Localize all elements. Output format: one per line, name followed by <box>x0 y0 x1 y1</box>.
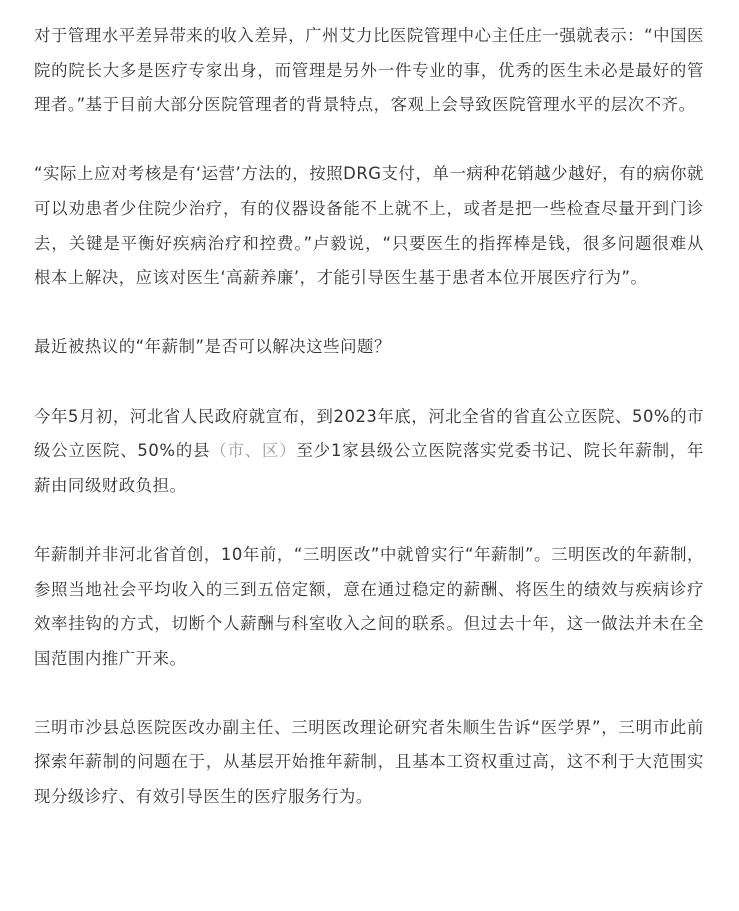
paragraph-spacer <box>34 676 704 711</box>
paragraph-management-gap: 对于管理水平差异带来的收入差异，广州艾力比医院管理中心主任庄一强就表示：“中国医院的院长大多是医疗专家出身，而管理是另外一件专业的事，优秀的医生未必是最好的管理者。”基于目前大部分医院管理者的背景特点，客观上会导致医院管理水平的层次不齐。 <box>34 26 704 115</box>
article-body <box>34 19 704 815</box>
paragraph-hebei-policy <box>34 400 704 504</box>
paragraph-spacer <box>34 123 704 158</box>
paragraph-spacer <box>34 503 704 538</box>
hebei-policy-text-end: 至少1家县级公立医院落实党委书记、院长年薪制，年薪由同级财政负担。 <box>34 441 704 495</box>
county-note: （市、区） <box>210 441 297 461</box>
paragraph-spacer <box>34 296 704 331</box>
paragraph-spacer <box>34 365 704 400</box>
paragraph-salary-question: 最近被热议的“年薪制”是否可以解决这些问题？ <box>34 337 391 357</box>
hebei-policy-text: 今年5月初，河北省人民政府就宣布，到2023年底，河北全省的省直公立医院、50%的市级公立医院、50%的县 <box>34 406 704 461</box>
paragraph-drg-quote: “实际上应对考核是有‘运营’方法的，按照DRG支付，单一病种花销越少越好，有的病你就可以劝患者少住院少治疗，有的仪器设备能不上就不上，或者是把一些检查尽量开到门诊去，关键是平衡好疾病治疗和控费。”卢毅说，“只要医生的指挥棒是钱，很多问题很难从根本上解决，应该对医生‘高薪养廉’，才能引导医生基于患者本位开展医疗行为”。 <box>34 164 704 288</box>
paragraph-sanming-reform: 年薪制并非河北省首创，10年前，“三明医改”中就曾实行“年薪制”。三明医改的年薪制，参照当地社会平均收入的三到五倍定额，意在通过稳定的薪酬、将医生的绩效与疾病诊疗效率挂钩的方式，切断个人薪酬与科室收入之间的联系。但过去十年，这一做法并未在全国范围内推广开来。 <box>34 544 704 668</box>
paragraph-sanming-researcher: 三明市沙县总医院医改办副主任、三明医改理论研究者朱顺生告诉“医学界”，三明市此前探索年薪制的问题在于，从基层开始推年薪制，且基本工资权重过高，这不利于大范围实现分级诊疗、有效引导医生的医疗服务行为。 <box>34 717 704 807</box>
